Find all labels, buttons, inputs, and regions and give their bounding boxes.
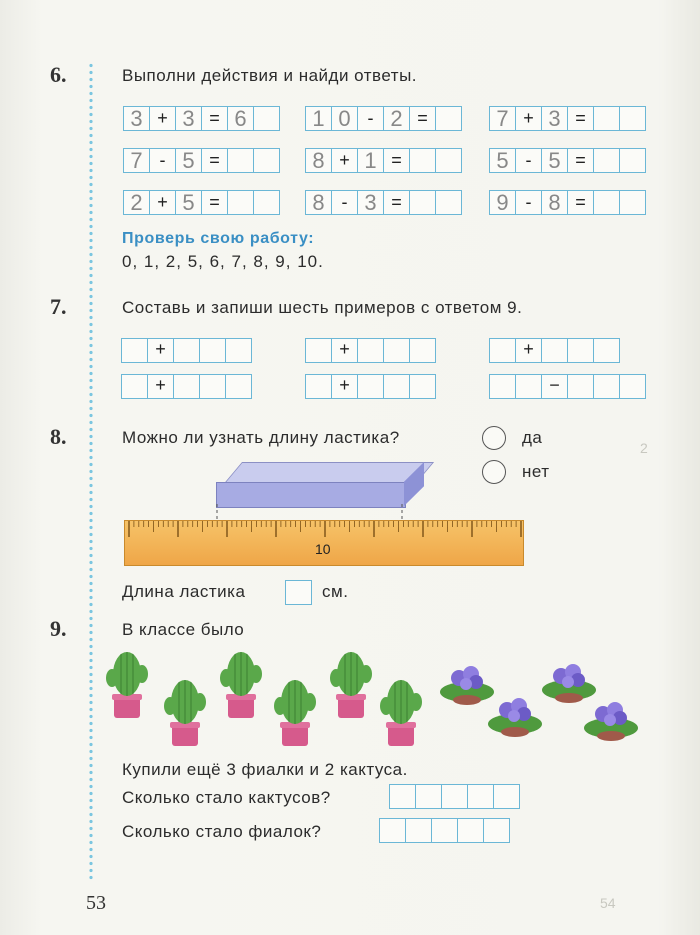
answer-cell[interactable] bbox=[619, 374, 646, 399]
exercise-cell: 1 bbox=[357, 148, 384, 173]
answer-cell[interactable] bbox=[619, 148, 646, 173]
radio-no-label: нет bbox=[522, 462, 550, 481]
answer-cell[interactable] bbox=[431, 818, 458, 843]
answer-cell[interactable] bbox=[593, 190, 620, 215]
exercise-cell: = bbox=[567, 190, 594, 215]
eraser-length-answer[interactable] bbox=[286, 580, 312, 605]
task7-exercise bbox=[122, 338, 252, 363]
plus-sign: + bbox=[147, 338, 174, 363]
exercise-cell: 8 bbox=[541, 190, 568, 215]
task6-exercise bbox=[306, 190, 462, 215]
task7-exercise bbox=[122, 374, 252, 399]
radio-yes[interactable] bbox=[482, 426, 506, 450]
exercise-cell: = bbox=[201, 106, 228, 131]
answer-cell[interactable] bbox=[415, 784, 442, 809]
answer-cell[interactable] bbox=[593, 148, 620, 173]
answer-cell[interactable] bbox=[457, 818, 484, 843]
task6-exercise bbox=[490, 190, 646, 215]
exercise-cell: 3 bbox=[123, 106, 150, 131]
answer-cell[interactable] bbox=[489, 374, 516, 399]
task7-instruction: Составь и запиши шесть примеров с ответом 9. bbox=[122, 298, 523, 317]
exercise-cell: 3 bbox=[357, 190, 384, 215]
answer-cell[interactable] bbox=[383, 338, 410, 363]
exercise-cell: 5 bbox=[175, 148, 202, 173]
answer-cell[interactable] bbox=[405, 818, 432, 843]
cactus-answer[interactable] bbox=[390, 784, 520, 809]
minus-sign: − bbox=[541, 374, 568, 399]
exercise-cell: + bbox=[149, 106, 176, 131]
exercise-cell: = bbox=[201, 148, 228, 173]
exercise-cell: - bbox=[357, 106, 384, 131]
plus-sign: + bbox=[515, 338, 542, 363]
ruler-label: 10 bbox=[315, 541, 331, 557]
task6-exercise bbox=[306, 106, 462, 131]
exercise-cell: = bbox=[383, 190, 410, 215]
answer-cell[interactable] bbox=[489, 338, 516, 363]
exercise-cell: - bbox=[515, 148, 542, 173]
answer-cell[interactable] bbox=[593, 374, 620, 399]
task8-question: Можно ли узнать длину ластика? bbox=[122, 428, 400, 447]
task6-instruction: Выполни действия и найди ответы. bbox=[122, 66, 418, 85]
exercise-cell: 3 bbox=[175, 106, 202, 131]
ruler bbox=[124, 520, 524, 566]
answer-cell[interactable] bbox=[409, 190, 436, 215]
exercise-cell: 6 bbox=[227, 106, 254, 131]
exercise-cell: = bbox=[567, 148, 594, 173]
cactus-image bbox=[328, 648, 374, 725]
task7-exercise bbox=[306, 338, 436, 363]
answer-cell[interactable] bbox=[567, 374, 594, 399]
exercise-cell: + bbox=[331, 148, 358, 173]
task6-exercise bbox=[306, 148, 462, 173]
answer-cell[interactable] bbox=[253, 106, 280, 131]
answer-cell[interactable] bbox=[227, 190, 254, 215]
cactus-image bbox=[162, 676, 208, 753]
task7-exercise bbox=[490, 338, 620, 363]
exercise-cell: 3 bbox=[541, 106, 568, 131]
task8-number: 8. bbox=[50, 424, 67, 449]
task9-intro: В классе было bbox=[122, 620, 245, 639]
answer-cell[interactable] bbox=[121, 374, 148, 399]
task6-exercise bbox=[490, 148, 646, 173]
answer-cell[interactable] bbox=[389, 784, 416, 809]
answer-cell[interactable] bbox=[493, 784, 520, 809]
task6-number: 6. bbox=[50, 62, 67, 87]
answer-cell[interactable] bbox=[435, 106, 462, 131]
answer-cell[interactable] bbox=[619, 190, 646, 215]
margin-dotted-line bbox=[88, 62, 94, 882]
cactus-image bbox=[378, 676, 424, 753]
answer-cell[interactable] bbox=[173, 338, 200, 363]
answer-cell[interactable] bbox=[409, 374, 436, 399]
exercise-cell: + bbox=[515, 106, 542, 131]
exercise-cell: 5 bbox=[541, 148, 568, 173]
task9-number: 9. bbox=[50, 616, 67, 641]
task6-exercise bbox=[124, 190, 280, 215]
violet-image bbox=[582, 698, 640, 747]
exercise-cell: = bbox=[567, 106, 594, 131]
page-number: 53 bbox=[86, 892, 106, 914]
answer-cell[interactable] bbox=[199, 374, 226, 399]
plus-sign: + bbox=[147, 374, 174, 399]
check-answers: 0, 1, 2, 5, 6, 7, 8, 9, 10. bbox=[122, 252, 324, 271]
answer-cell[interactable] bbox=[357, 338, 384, 363]
answer-cell[interactable] bbox=[379, 818, 406, 843]
answer-cell[interactable] bbox=[253, 148, 280, 173]
exercise-cell: = bbox=[383, 148, 410, 173]
exercise-cell: 8 bbox=[305, 190, 332, 215]
exercise-cell: 2 bbox=[383, 106, 410, 131]
answer-cell[interactable] bbox=[225, 374, 252, 399]
answer-cell[interactable] bbox=[357, 374, 384, 399]
answer-cell[interactable] bbox=[441, 784, 468, 809]
violet-answer[interactable] bbox=[380, 818, 510, 843]
answer-cell[interactable] bbox=[285, 580, 312, 605]
answer-cell[interactable] bbox=[199, 338, 226, 363]
cactus-image bbox=[104, 648, 150, 725]
eraser-length-label: Длина ластика bbox=[122, 582, 246, 601]
answer-cell[interactable] bbox=[383, 374, 410, 399]
exercise-cell: 1 bbox=[305, 106, 332, 131]
exercise-cell: 5 bbox=[175, 190, 202, 215]
radio-yes-label: да bbox=[522, 428, 543, 447]
answer-cell[interactable] bbox=[121, 338, 148, 363]
answer-cell[interactable] bbox=[593, 338, 620, 363]
answer-cell[interactable] bbox=[515, 374, 542, 399]
check-label: Проверь свою работу: bbox=[122, 230, 315, 247]
answer-cell[interactable] bbox=[253, 190, 280, 215]
exercise-cell: - bbox=[149, 148, 176, 173]
plus-sign: + bbox=[331, 374, 358, 399]
exercise-cell: 8 bbox=[305, 148, 332, 173]
exercise-cell: = bbox=[201, 190, 228, 215]
answer-cell[interactable] bbox=[593, 106, 620, 131]
answer-cell[interactable] bbox=[173, 374, 200, 399]
answer-cell[interactable] bbox=[409, 148, 436, 173]
task6-exercise bbox=[124, 148, 280, 173]
answer-cell[interactable] bbox=[483, 818, 510, 843]
task6-exercise bbox=[490, 106, 646, 131]
task7-exercise bbox=[306, 374, 436, 399]
exercise-cell: 7 bbox=[489, 106, 516, 131]
exercise-cell: 0 bbox=[331, 106, 358, 131]
cactus-image bbox=[218, 648, 264, 725]
radio-no[interactable] bbox=[482, 460, 506, 484]
exercise-cell: = bbox=[409, 106, 436, 131]
answer-cell[interactable] bbox=[541, 338, 568, 363]
answer-cell[interactable] bbox=[225, 338, 252, 363]
exercise-cell: - bbox=[515, 190, 542, 215]
violet-image bbox=[486, 694, 544, 743]
task6-exercise bbox=[124, 106, 280, 131]
unit-label: см. bbox=[322, 582, 349, 601]
plus-sign: + bbox=[331, 338, 358, 363]
answer-cell[interactable] bbox=[435, 148, 462, 173]
answer-cell[interactable] bbox=[409, 338, 436, 363]
cactus-image bbox=[272, 676, 318, 753]
exercise-cell: - bbox=[331, 190, 358, 215]
task9-bought: Купили ещё 3 фиалки и 2 кактуса. bbox=[122, 760, 408, 779]
exercise-cell: 5 bbox=[489, 148, 516, 173]
task7-exercise bbox=[490, 374, 646, 399]
task9-q-violet: Сколько стало фиалок? bbox=[122, 822, 322, 841]
answer-cell[interactable] bbox=[227, 148, 254, 173]
answer-cell[interactable] bbox=[567, 338, 594, 363]
exercise-cell: 7 bbox=[123, 148, 150, 173]
task7-number: 7. bbox=[50, 294, 67, 319]
answer-cell[interactable] bbox=[435, 190, 462, 215]
answer-cell[interactable] bbox=[305, 338, 332, 363]
answer-cell[interactable] bbox=[467, 784, 494, 809]
exercise-cell: + bbox=[149, 190, 176, 215]
answer-cell[interactable] bbox=[305, 374, 332, 399]
answer-cell[interactable] bbox=[619, 106, 646, 131]
exercise-cell: 9 bbox=[489, 190, 516, 215]
task9-q-cactus: Сколько стало кактусов? bbox=[122, 788, 331, 807]
exercise-cell: 2 bbox=[123, 190, 150, 215]
